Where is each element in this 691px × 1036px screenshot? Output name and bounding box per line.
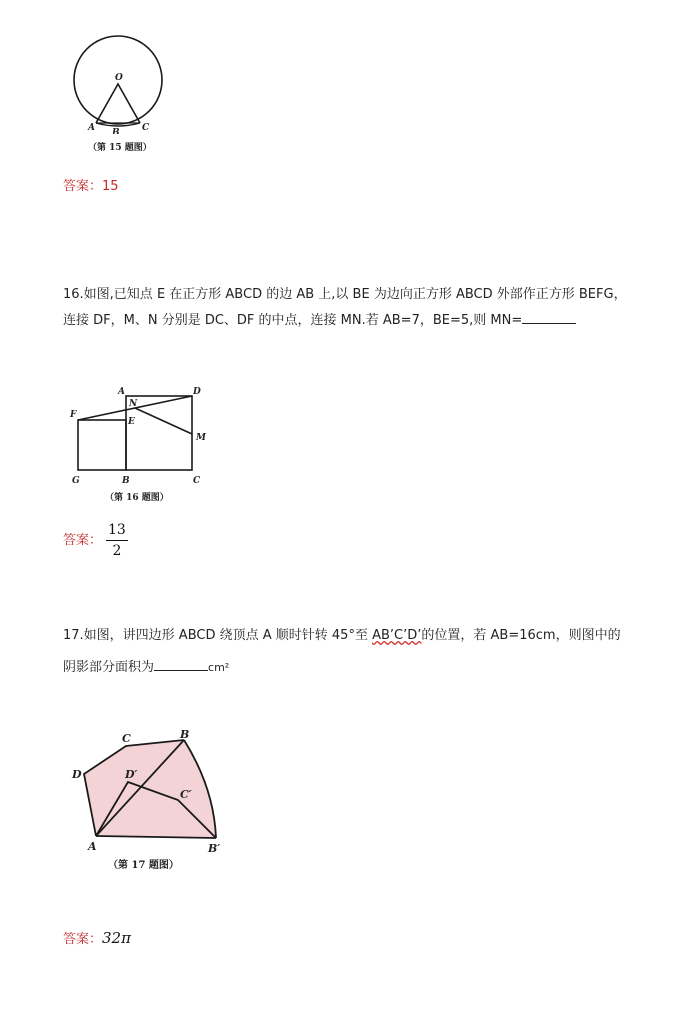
question-16-line1: 16.如图,已知点 E 在正方形 ABCD 的边 AB 上,以 BE 为边向正方形 ABCD 外部作正方形 BEFG，	[63, 287, 627, 302]
label-c: C	[122, 732, 131, 745]
question-17-line1-wavy: AB’C’D’	[372, 628, 422, 643]
answer-15-label: 答案：	[63, 179, 103, 194]
label-b: B	[180, 728, 190, 741]
answer-15	[63, 175, 119, 194]
label-d: D	[193, 387, 201, 397]
answer-17	[63, 928, 131, 947]
label-a: A	[118, 387, 125, 397]
label-b: B	[112, 128, 120, 134]
label-d: D	[72, 768, 82, 781]
label-a: A	[88, 840, 97, 853]
answer-16	[63, 522, 128, 559]
answer-16-numerator: 13	[106, 522, 128, 541]
question-17-text	[63, 620, 663, 684]
label-f: F	[70, 410, 77, 420]
label-n: N	[129, 399, 138, 409]
question-17-line2-prefix: 阴影部分面积为	[63, 660, 155, 675]
figure-15	[66, 34, 176, 134]
question-17-line2-unit: cm²	[208, 661, 230, 674]
answer-15-value: 15	[102, 179, 119, 194]
answer-16-denominator: 2	[112, 543, 122, 559]
square-befg	[78, 420, 126, 470]
label-o: O	[115, 73, 123, 83]
label-c: C	[193, 476, 201, 486]
question-16-line2-text: 连接 DF，M、N 分别是 DC、DF 的中点，连接 MN.若 AB=7，BE=5,则 MN=	[63, 313, 523, 328]
answer-blank-17	[154, 656, 208, 671]
answer-17-label: 答案：	[63, 932, 103, 947]
figure-16	[66, 382, 216, 492]
triangle-oac	[96, 84, 140, 123]
question-16-line2	[63, 308, 663, 334]
figure-15-caption: （第 15 题图）	[88, 143, 152, 153]
figure-16-caption: （第 16 题图）	[105, 493, 169, 503]
question-17-line1-prefix: 17.如图，讲四边形 ABCD 绕顶点 A 顺时针转 45°至	[63, 628, 373, 643]
answer-16-fraction	[106, 522, 128, 559]
label-a: A	[88, 123, 95, 133]
question-17-line2	[63, 652, 663, 684]
label-m: M	[196, 433, 206, 443]
label-c: C	[142, 123, 150, 133]
answer-blank-16	[522, 309, 576, 324]
label-cp: C′	[180, 788, 192, 801]
label-g: G	[72, 476, 80, 486]
label-dp: D′	[125, 768, 138, 781]
question-16-text	[63, 282, 663, 334]
label-bp: B′	[208, 842, 221, 855]
question-17-line1	[63, 620, 663, 652]
figure-17-caption: （第 17 题图）	[108, 860, 179, 871]
figure-17	[66, 728, 236, 858]
answer-17-value: 32π	[102, 929, 131, 947]
label-b: B	[122, 476, 130, 486]
label-e: E	[128, 417, 135, 427]
answer-16-label: 答案：	[63, 533, 103, 548]
segment-mn	[135, 408, 192, 434]
question-17-line1-suffix: 的位置，若 AB=16cm，则图中的	[421, 628, 621, 643]
